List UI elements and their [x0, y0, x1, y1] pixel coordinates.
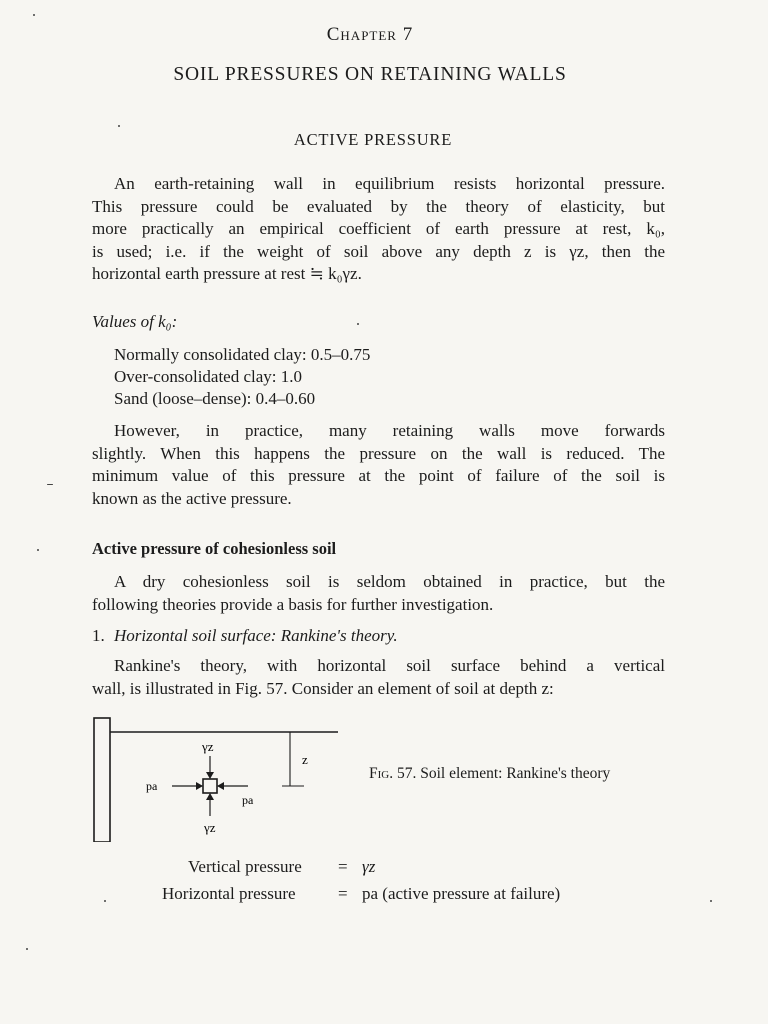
dry-line: A dry cohesionless soil is seldom obtained in practice, but the: [114, 572, 665, 591]
dry-line: following theories provide a basis for further investigation.: [92, 594, 494, 614]
however-line: minimum value of this pressure at the point of failure of the soil is: [92, 466, 665, 485]
however-line: However, in practice, many retaining walls move forwards: [114, 421, 665, 440]
section-heading: ACTIVE PRESSURE: [293, 130, 453, 149]
however-line: slightly. When this happens the pressure on the wall is reduced. The: [92, 443, 665, 463]
values-heading: Values of k₀:: [92, 312, 178, 331]
intro-line: is used; i.e. if the weight of soil above any depth z is γz, then the: [92, 241, 665, 261]
intro-line: horizontal earth pressure at rest ≒ k₀γz.: [92, 264, 362, 283]
chapter-heading: Chapter 7: [326, 24, 414, 45]
arrowhead-right: [217, 782, 224, 790]
equation-rhs: pa (active pressure at failure): [362, 884, 561, 903]
figure-57-diagram: [90, 712, 340, 842]
value-item: Over-consolidated clay: 1.0: [114, 367, 303, 386]
arrowhead-left: [196, 782, 203, 790]
equation-rhs: γz: [362, 857, 376, 876]
retaining-wall: [94, 718, 110, 842]
value-item: Sand (loose–dense): 0.4–0.60: [114, 389, 316, 408]
soil-element: [203, 779, 217, 793]
equation-lhs: Horizontal pressure: [162, 884, 296, 903]
label-gamma-z-bottom: γz: [204, 820, 216, 835]
equation-lhs: Vertical pressure: [188, 857, 302, 876]
however-paragraph: [92, 420, 665, 510]
scan-speck: [357, 323, 359, 325]
label-pa-right: pa: [242, 793, 254, 807]
label-gamma-z-top: γz: [202, 739, 214, 754]
subsection-heading: Active pressure of cohesionless soil: [92, 539, 337, 558]
however-line: known as the active pressure.: [92, 488, 292, 508]
intro-line: more practically an empirical coefficient of earth pressure at rest, k₀,: [92, 219, 665, 238]
scan-speck: [37, 549, 39, 551]
intro-line: An earth-retaining wall in equilibrium resists horizontal pressure.: [114, 174, 665, 193]
intro-line: This pressure could be evaluated by the theory of elasticity, but: [92, 196, 665, 216]
chapter-title: SOIL PRESSURES ON RETAINING WALLS: [173, 64, 567, 85]
scan-speck: [26, 948, 28, 950]
scan-speck: [47, 484, 53, 485]
equation-equals: =: [338, 857, 348, 876]
intro-paragraph: [92, 173, 665, 286]
arrowhead-bottom: [206, 793, 214, 800]
value-item: Normally consolidated clay: 0.5–0.75: [114, 345, 371, 364]
figure-caption: [369, 765, 610, 783]
scan-speck: [104, 900, 106, 902]
scan-speck: [710, 900, 712, 902]
dry-paragraph: [92, 571, 665, 616]
scan-speck: [118, 125, 120, 127]
rankine-line: Rankine's theory, with horizontal soil surface behind a vertical: [114, 656, 665, 675]
scan-speck: [33, 14, 35, 16]
arrowhead-top: [206, 772, 214, 779]
label-depth-z: z: [302, 752, 308, 767]
equation-equals: =: [338, 884, 348, 903]
label-pa-left: pa: [146, 779, 158, 793]
figure-caption-text: Soil element: Rankine's theory: [420, 765, 611, 782]
figure-caption-prefix: Fig. 57.: [369, 765, 417, 782]
rankine-paragraph: [92, 655, 665, 700]
item-number: 1.: [92, 626, 105, 645]
item-title: Horizontal soil surface: Rankine's theory.: [114, 626, 398, 645]
rankine-line: wall, is illustrated in Fig. 57. Consider an element of soil at depth z:: [92, 678, 554, 698]
